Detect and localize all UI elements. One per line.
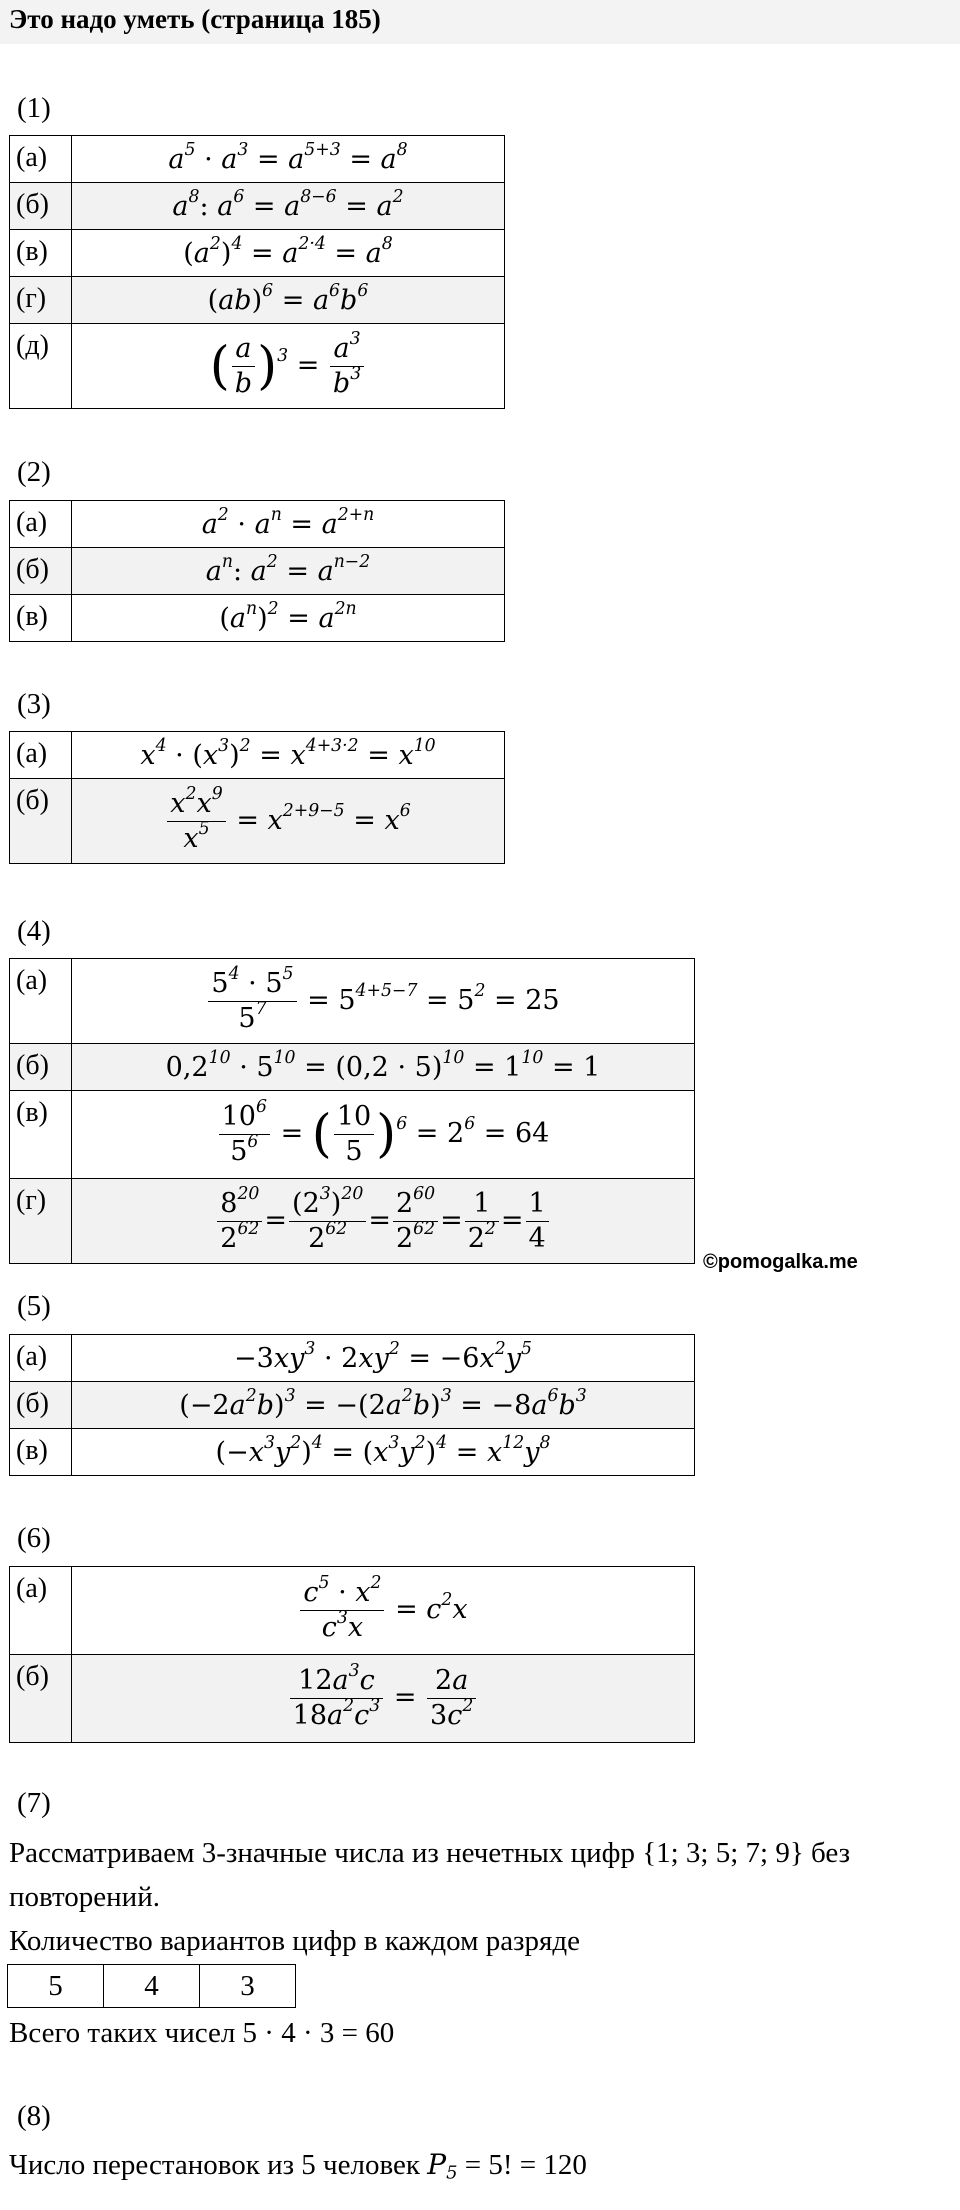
- row-label: (в): [10, 1091, 72, 1179]
- exercise-7-text-line-2: повторений.: [9, 1881, 160, 1913]
- exercise-3-table: [9, 731, 505, 864]
- exercise-2-table: [9, 500, 505, 642]
- row-label: (г): [10, 1179, 72, 1264]
- row-label: (б): [10, 548, 72, 595]
- watermark-logo: ©pomogalka.me: [703, 1251, 858, 1273]
- digit-variants-table: [7, 1964, 296, 2008]
- table-row: [8, 1965, 296, 2008]
- exercise-7-text-line-1: Рассматриваем 3-значные числа из нечетных цифр {1; 3; 5; 7; 9} без: [9, 1837, 851, 1869]
- formula: $\frac{8^{20}}{2^{62}}$ = $\frac{(2^3)^{20}}{2^{62}}$ = $\frac{2^{60}}{2^{62}}$ = $\frac{1}{2^2}$ = $\frac{1}{4}$: [72, 1179, 695, 1264]
- row-label: (д): [10, 324, 72, 409]
- table-row: [10, 1179, 695, 1264]
- formula: $(a^2)^4 = a^{2\cdot 4} = a^8$: [72, 230, 505, 277]
- row-label: (в): [10, 1429, 72, 1476]
- table-row: [10, 230, 505, 277]
- formula: $a^5 \cdot a^3 = a^{5+3} = a^8$: [72, 136, 505, 183]
- table-row: [10, 1091, 695, 1179]
- table-row: [10, 277, 505, 324]
- table-cell: 3: [200, 1965, 296, 2008]
- formula: $a^8$: $a^6 = a^{8-6} = a^2$: [72, 183, 505, 230]
- exercise-number-6: (6): [17, 1522, 51, 1554]
- formula: $(-x^3y^2)^4 = (x^3y^2)^4 = x^{12}y^8$: [72, 1429, 695, 1476]
- formula: $\frac{12a^3c}{18a^2c^3}$ = $\frac{2a}{3c^2}$: [72, 1655, 695, 1743]
- row-label: (а): [10, 959, 72, 1044]
- exercise-6-table: [9, 1566, 695, 1743]
- table-row: [10, 1044, 695, 1091]
- formula: $(ab)^6 = a^6b^6$: [72, 277, 505, 324]
- table-cell: 5: [8, 1965, 104, 2008]
- table-row: [10, 595, 505, 642]
- exercise-8-text: Число перестановок из 5 человек $P_5 = 5$! = 120: [9, 2148, 587, 2184]
- table-row: [10, 1335, 695, 1382]
- formula: $\frac{10^6}{5^6}$ = ( $\frac{10}{5}$ )$^6 = 2^6 = 64$: [72, 1091, 695, 1179]
- table-row: [10, 324, 505, 409]
- row-label: (б): [10, 779, 72, 864]
- row-label: (а): [10, 732, 72, 779]
- exercise-number-8: (8): [17, 2100, 51, 2132]
- formula: $a^n$: $a^2 = a^{n-2}$: [72, 548, 505, 595]
- row-label: (б): [10, 1655, 72, 1743]
- formula: $a^2 \cdot a^n = a^{2+n}$: [72, 501, 505, 548]
- row-label: (в): [10, 230, 72, 277]
- table-row: [10, 136, 505, 183]
- exercise-number-4: (4): [17, 915, 51, 947]
- exercise-1-table: [9, 135, 505, 409]
- exercise-number-3: (3): [17, 688, 51, 720]
- exercise-4-table: [9, 958, 695, 1264]
- formula: $0,2^{10} \cdot 5^{10} = (0,2 \cdot 5)^{10} = 1^{10} = 1$: [72, 1044, 695, 1091]
- page-title: Это надо уметь (страница 185): [9, 4, 381, 34]
- formula: $\frac{x^2x^9}{x^5}$ = $x^{2+9-5} = x^6$: [72, 779, 505, 864]
- exercise-number-7: (7): [17, 1787, 51, 1819]
- formula: $-3xy^3 \cdot 2xy^2 = -6x^2y^5$: [72, 1335, 695, 1382]
- table-row: [10, 183, 505, 230]
- row-label: (б): [10, 1044, 72, 1091]
- row-label: (а): [10, 136, 72, 183]
- row-label: (б): [10, 183, 72, 230]
- exercise-7-total: Всего таких чисел 5 · 4 · 3 = 60: [9, 2017, 395, 2049]
- table-row: [10, 1382, 695, 1429]
- table-row: [10, 1655, 695, 1743]
- exercise-5-table: [9, 1334, 695, 1476]
- table-row: [10, 1567, 695, 1655]
- formula: $\frac{c^5 \cdot x^2}{c^3x}$ = $c^2x$: [72, 1567, 695, 1655]
- row-label: (а): [10, 1567, 72, 1655]
- table-row: [10, 501, 505, 548]
- table-row: [10, 1429, 695, 1476]
- row-label: (б): [10, 1382, 72, 1429]
- formula: $(-2a^2b)^3 = -(2a^2b)^3 = -8a^6b^3$: [72, 1382, 695, 1429]
- row-label: (г): [10, 277, 72, 324]
- table-cell: 4: [104, 1965, 200, 2008]
- exercise-number-5: (5): [17, 1290, 51, 1322]
- formula: $x^4 \cdot (x^3)^2 = x^{4+3\cdot 2} = x^{10}$: [72, 732, 505, 779]
- row-label: (в): [10, 595, 72, 642]
- table-row: [10, 732, 505, 779]
- exercise-number-2: (2): [17, 456, 51, 488]
- row-label: (а): [10, 501, 72, 548]
- formula: ( $\frac{a}{b}$ )$^3$ = $\frac{a^3}{b^3}$: [72, 324, 505, 409]
- table-row: [10, 548, 505, 595]
- formula: $(a^n)^2 = a^{2n}$: [72, 595, 505, 642]
- formula: $\frac{5^4 \cdot 5^5}{5^7}$ = $5^{4+5-7} = 5^2 = 25$: [72, 959, 695, 1044]
- row-label: (а): [10, 1335, 72, 1382]
- exercise-7-text-line-3: Количество вариантов цифр в каждом разряде: [9, 1925, 580, 1957]
- table-row: [10, 959, 695, 1044]
- exercise-number-1: (1): [17, 92, 51, 124]
- table-row: [10, 779, 505, 864]
